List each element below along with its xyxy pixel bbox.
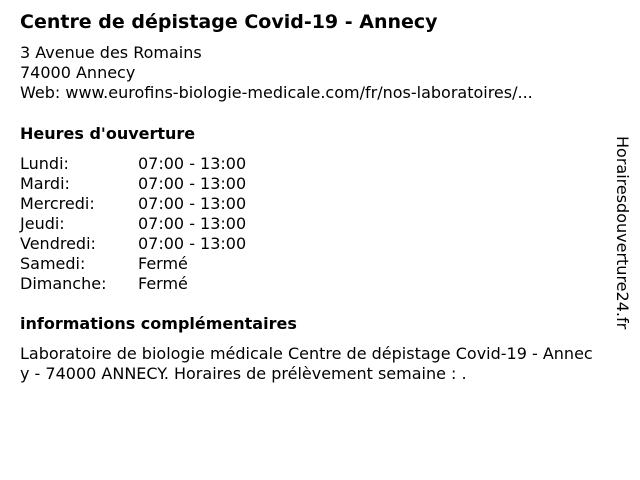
hours-time: 07:00 - 13:00 bbox=[138, 214, 247, 233]
place-title: Centre de dépistage Covid-19 - Annecy bbox=[20, 11, 438, 33]
hours-row bbox=[20, 174, 246, 194]
additional-info-text: Laboratoire de biologie médicale Centre de dépistage Covid-19 - Annecy - 74000 ANNECY. Horaires de prélèvement semaine : . bbox=[20, 344, 593, 383]
site-watermark bbox=[611, 136, 635, 376]
additional-info-heading: informations complémentaires bbox=[20, 314, 297, 333]
hours-row bbox=[20, 274, 246, 294]
hours-time: 07:00 - 13:00 bbox=[138, 154, 247, 173]
hours-day: Dimanche: bbox=[20, 274, 107, 293]
hours-time: 07:00 - 13:00 bbox=[138, 234, 247, 253]
address-city: 74000 Annecy bbox=[20, 63, 136, 82]
hours-day: Lundi: bbox=[20, 154, 69, 173]
website-link[interactable]: Web: www.eurofins-biologie-medicale.com/fr/nos-laboratoires/... bbox=[20, 83, 533, 102]
hours-row bbox=[20, 154, 246, 174]
address-street: 3 Avenue des Romains bbox=[20, 43, 202, 62]
hours-time: 07:00 - 13:00 bbox=[138, 174, 247, 193]
hours-day: Samedi: bbox=[20, 254, 86, 273]
hours-row bbox=[20, 214, 246, 234]
watermark-text: Horairesdouverture24.fr bbox=[613, 136, 632, 330]
opening-hours-table bbox=[20, 154, 246, 294]
hours-time: Fermé bbox=[138, 254, 188, 273]
hours-day: Vendredi: bbox=[20, 234, 96, 253]
hours-day: Mardi: bbox=[20, 174, 70, 193]
hours-row bbox=[20, 254, 246, 274]
hours-row bbox=[20, 234, 246, 254]
opening-hours-heading: Heures d'ouverture bbox=[20, 124, 196, 143]
hours-time: 07:00 - 13:00 bbox=[138, 194, 247, 213]
hours-row bbox=[20, 194, 246, 214]
hours-day: Jeudi: bbox=[20, 214, 65, 233]
address-block bbox=[20, 43, 533, 103]
hours-time: Fermé bbox=[138, 274, 188, 293]
hours-day: Mercredi: bbox=[20, 194, 95, 213]
